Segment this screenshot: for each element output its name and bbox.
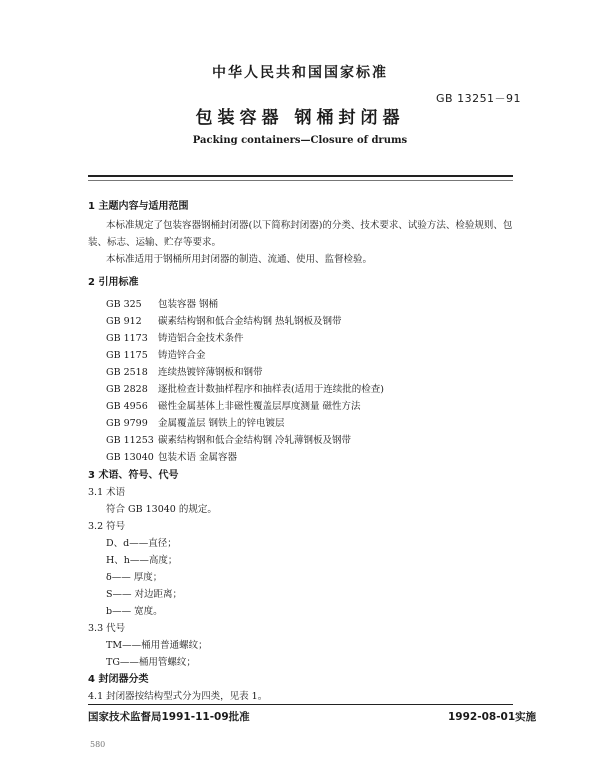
- page-number: 580: [90, 740, 106, 749]
- standard-code: GB 13251－91: [436, 92, 522, 105]
- reference-code: GB 1175: [106, 350, 148, 361]
- section-4-heading: 4 封闭器分类: [88, 674, 149, 685]
- section-2-heading: 2 引用标准: [88, 277, 139, 288]
- reference-title: 铸造铝合金技术条件: [158, 333, 244, 344]
- symbol-item: b—— 宽度。: [106, 606, 163, 617]
- reference-item: [106, 330, 244, 344]
- reference-title: 碳素结构钢和低合金结构钢 冷轧薄钢板及钢带: [158, 435, 352, 446]
- reference-title: 包装容器 钢桶: [158, 299, 219, 310]
- reference-title: 金属覆盖层 钢铁上的锌电镀层: [158, 418, 285, 429]
- reference-title: 逐批检查计数抽样程序和抽样表(适用于连续批的检查): [158, 384, 384, 395]
- section-3-2-heading: 3.2 符号: [88, 521, 126, 532]
- header-rule-top: [88, 175, 513, 177]
- reference-item: [106, 398, 361, 412]
- reference-code: GB 13040: [106, 452, 154, 463]
- reference-code: GB 325: [106, 299, 142, 310]
- reference-title: 连续热镀锌薄钢板和钢带: [158, 367, 263, 378]
- reference-item: [106, 313, 342, 327]
- reference-code: GB 1173: [106, 333, 148, 344]
- reference-code: GB 2828: [106, 384, 148, 395]
- header-rule-bottom: [88, 180, 513, 181]
- reference-code: GB 11253: [106, 435, 154, 446]
- reference-code: GB 912: [106, 316, 142, 327]
- symbol-item: D、d——直径；: [106, 538, 177, 549]
- reference-item: [106, 364, 263, 378]
- section-4-1-text: 4.1 封闭器按结构型式分为四类，见表 1。: [88, 691, 268, 702]
- section-3-1-heading: 3.1 术语: [88, 487, 126, 498]
- symbol-item: H、h——高度；: [106, 555, 178, 566]
- reference-item: [106, 415, 285, 429]
- reference-item: [106, 347, 206, 361]
- section-3-heading: 3 术语、符号、代号: [88, 470, 179, 481]
- symbol-item: δ—— 厚度；: [106, 572, 163, 583]
- reference-code: GB 9799: [106, 418, 148, 429]
- code-item: TG——桶用管螺纹；: [106, 657, 196, 668]
- code-item: TM——桶用普通螺纹；: [106, 640, 208, 651]
- section-1-paragraph-1-line-2: 装、标志、运输、贮存等要求。: [88, 237, 222, 248]
- reference-title: 铸造锌合金: [158, 350, 206, 361]
- reference-item: [106, 449, 237, 463]
- footer-rule: [88, 704, 513, 705]
- reference-code: GB 4956: [106, 401, 148, 412]
- section-1-paragraph-2: 本标准适用于钢桶所用封闭器的制造、流通、使用、监督检验。: [106, 254, 373, 265]
- document-title-cn: 包装容器 钢桶封闭器: [195, 108, 405, 128]
- reference-title: 碳素结构钢和低合金结构钢 热轧钢板及钢带: [158, 316, 342, 327]
- section-1-heading: 1 主题内容与适用范围: [88, 201, 189, 212]
- reference-item: [106, 296, 218, 310]
- standard-organization: 中华人民共和国国家标准: [212, 65, 388, 81]
- reference-item: [106, 381, 384, 395]
- section-3-3-heading: 3.3 代号: [88, 623, 126, 634]
- document-title-en: Packing containers—Closure of drums: [192, 135, 408, 146]
- approval-date: 国家技术监督局1991-11-09批准: [88, 711, 250, 723]
- reference-title: 磁性金属基体上非磁性覆盖层厚度测量 磁性方法: [158, 401, 361, 412]
- reference-title: 包装术语 金属容器: [158, 452, 238, 463]
- reference-code: GB 2518: [106, 367, 148, 378]
- section-1-paragraph-1-line-1: 本标准规定了包装容器钢桶封闭器(以下简称封闭器)的分类、技术要求、试验方法、检验规则、包: [106, 220, 513, 231]
- symbol-item: S—— 对边距离；: [106, 589, 183, 600]
- effective-date: 1992-08-01实施: [448, 711, 537, 723]
- reference-item: [106, 432, 351, 446]
- section-3-1-text: 符合 GB 13040 的规定。: [106, 504, 217, 515]
